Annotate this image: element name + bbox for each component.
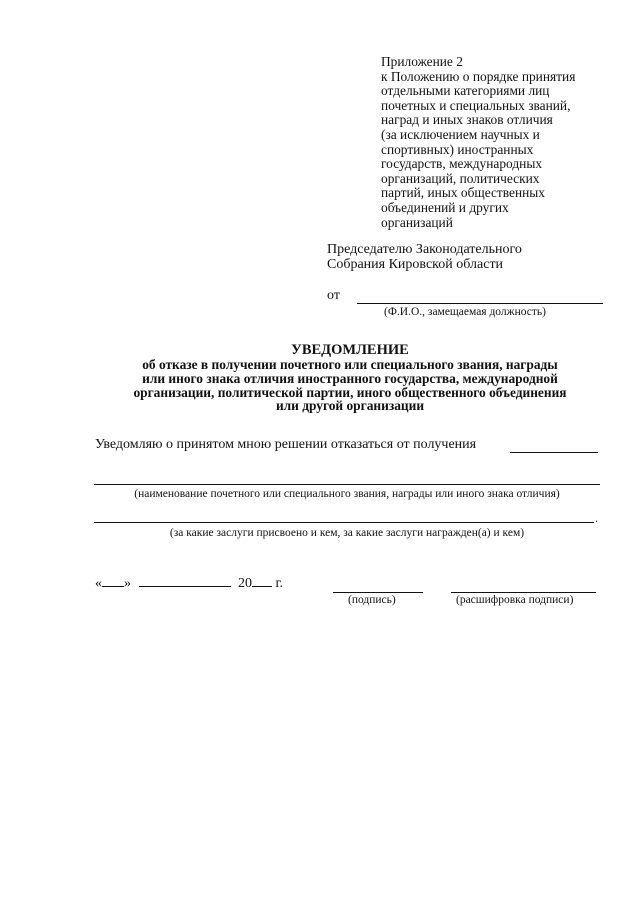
appendix-line: (за исключением научных и <box>381 126 540 142</box>
appendix-line: спортивных) иностранных <box>381 141 534 157</box>
from-name-field[interactable] <box>357 303 603 304</box>
subtitle-line: или иного знака отличия иностранного государства, международной <box>142 370 558 386</box>
from-hint: (Ф.И.О., замещаемая должность) <box>384 306 546 318</box>
appendix-line: Приложение 2 <box>381 54 463 69</box>
appendix-line: государств, международных <box>381 156 543 172</box>
signature-decoding-hint: (расшифровка подписи) <box>456 594 574 606</box>
document-title: УВЕДОМЛЕНИЕ <box>291 342 409 358</box>
signature-decoding-field[interactable] <box>451 592 596 593</box>
appendix-line: партий, иных общественных <box>381 185 545 201</box>
merits-field[interactable] <box>94 522 594 523</box>
year-prefix: 20 <box>238 576 252 591</box>
subtitle-line: или другой организации <box>275 398 425 414</box>
appendix-block <box>381 55 631 230</box>
addressee-line: Председателю Законодательного <box>327 242 522 257</box>
award-name-field[interactable] <box>94 484 600 485</box>
addressee-block <box>327 242 627 272</box>
appendix-line: организаций, политических <box>381 170 540 186</box>
signature-field[interactable] <box>333 592 423 593</box>
subtitle-line: организации, политической партии, иного общественного объединения <box>133 384 567 400</box>
from-label: от <box>327 288 340 303</box>
signature-hint: (подпись) <box>348 594 396 606</box>
year-field[interactable] <box>252 575 272 587</box>
month-field[interactable] <box>139 575 231 587</box>
award-name-field-start[interactable] <box>510 452 598 453</box>
appendix-line: почетных и специальных званий, <box>381 97 571 113</box>
award-name-hint: (наименование почетного или специального звания, награды или иного знака отличия) <box>134 488 560 500</box>
appendix-line: организаций <box>381 214 453 230</box>
date-row <box>95 575 283 592</box>
open-quote: « <box>95 576 102 591</box>
notify-text: Уведомляю о принятом мною решении отказаться от получения <box>95 437 477 452</box>
document-subtitle <box>90 358 610 413</box>
appendix-line: отдельными категориями лиц <box>381 83 550 99</box>
close-quote: » <box>124 576 131 591</box>
day-field[interactable] <box>102 575 124 587</box>
appendix-line: наград и иных знаков отличия <box>381 112 553 128</box>
appendix-line: к Положению о порядке принятия <box>381 68 576 84</box>
merits-hint: (за какие заслуги присвоено и кем, за какие заслуги награжден(а) и кем) <box>169 527 525 539</box>
appendix-line: объединений и других <box>381 199 509 215</box>
addressee-line: Собрания Кировской области <box>327 257 504 272</box>
merits-field-period: . <box>595 511 598 525</box>
subtitle-line: об отказе в получении почетного или специального звания, награды <box>142 357 558 372</box>
year-suffix: г. <box>275 576 284 591</box>
